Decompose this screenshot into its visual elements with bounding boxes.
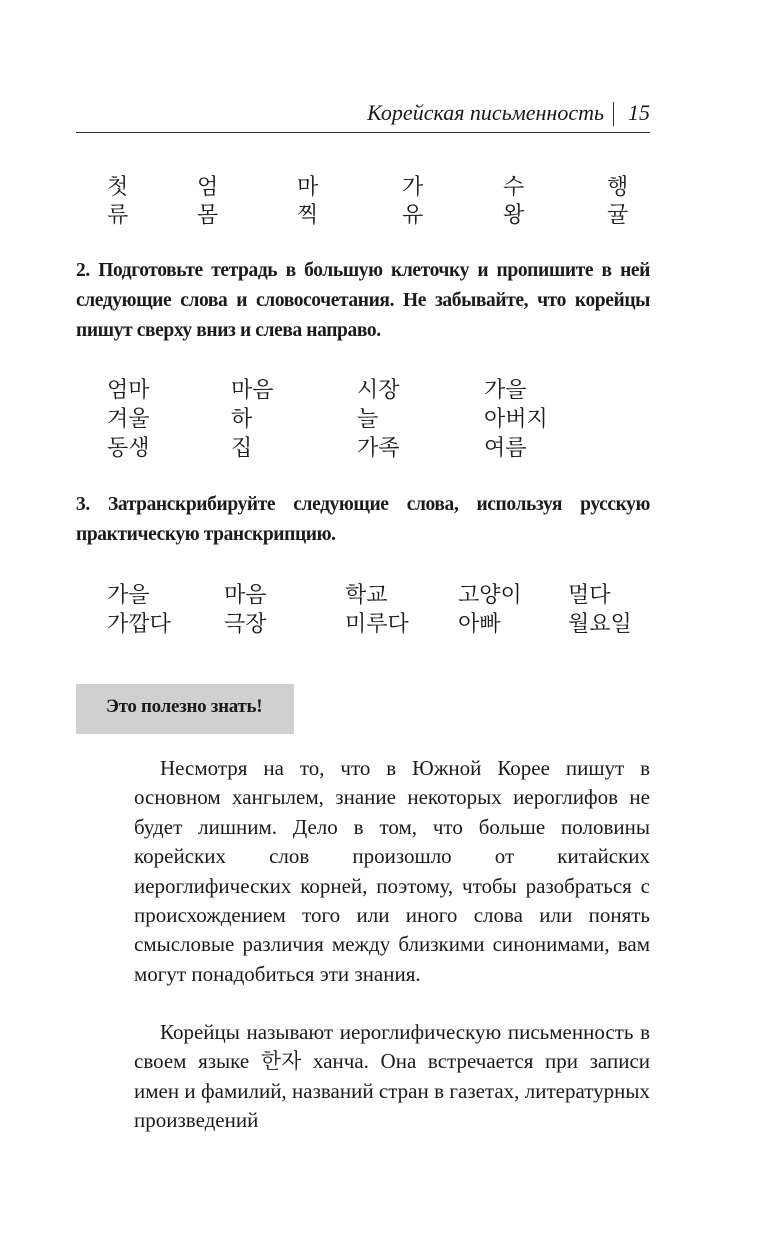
running-header [76, 98, 650, 133]
exercise-2-instructions: 2. Подготовьте тетрадь в большую клеточку и пропишите в ней следующие слова и словосочетания. Не забывайте, что корейцы пишут сверху вниз и слева направо. [76, 260, 650, 341]
word: 가족 [357, 436, 400, 461]
word: 극장 [224, 612, 267, 637]
word: 미루다 [345, 612, 409, 637]
paragraph-text: ханча. Она встречается при записи имен и фамилий, названий стран в газетах, литературных произведений [134, 1049, 650, 1133]
word: 하 [231, 407, 253, 432]
word: 여름 [484, 436, 527, 461]
syllable: 엄 [197, 175, 219, 200]
word: 가을 [107, 583, 150, 608]
word: 아빠 [458, 612, 501, 637]
exercise-3-instructions: 3. Затранскрибируйте следующие слова, используя русскую практическую транскрипцию. [76, 494, 650, 545]
callout-title: Это полезно знать! [106, 696, 263, 717]
syllable: 귤 [607, 203, 629, 228]
syllable: 왕 [503, 203, 525, 228]
word: 학교 [345, 583, 388, 608]
syllable: 행 [607, 175, 629, 200]
word: 가을 [484, 378, 527, 403]
word: 고양이 [458, 583, 522, 608]
word: 가깝다 [107, 612, 171, 637]
syllable: 몸 [197, 203, 219, 228]
word: 마음 [224, 583, 267, 608]
syllable: 가 [402, 175, 424, 200]
word: 엄마 [107, 378, 150, 403]
word: 멀다 [568, 583, 611, 608]
word: 집 [231, 436, 253, 461]
syllable: 류 [107, 203, 129, 228]
word: 마음 [231, 378, 274, 403]
body-paragraph-2 [134, 1018, 650, 1136]
word: 월요일 [568, 612, 632, 637]
paragraph-text: Корейцы называют иероглифическую письменность в своем языке [134, 1020, 650, 1074]
word: 시장 [357, 378, 400, 403]
word: 겨울 [107, 407, 150, 432]
page-number: 15 [628, 100, 650, 125]
syllable: 수 [503, 175, 525, 200]
chapter-title: Корейская письменность [367, 100, 604, 125]
hangul-term: 한자 [260, 1049, 302, 1074]
word: 동생 [107, 436, 150, 461]
syllable: 유 [402, 203, 424, 228]
word: 아버지 [484, 407, 548, 432]
syllable: 첫 [107, 175, 129, 200]
syllable: 찍 [297, 203, 319, 228]
header-divider [613, 102, 615, 126]
syllable: 마 [297, 175, 319, 200]
word: 늘 [357, 407, 379, 432]
body-paragraph-1: Несмотря на то, что в Южной Корее пишут в основном хангылем, знание некоторых иероглифов не будет лишним. Дело в том, что больше половины корейских слов произошло от китайских иероглифических корней, поэтому, чтобы разобраться с происхождением того или иного слова или понять смысловые различия между близкими синонимами, вам могут понадобиться эти знания. [134, 756, 650, 986]
tip-callout [76, 684, 294, 734]
